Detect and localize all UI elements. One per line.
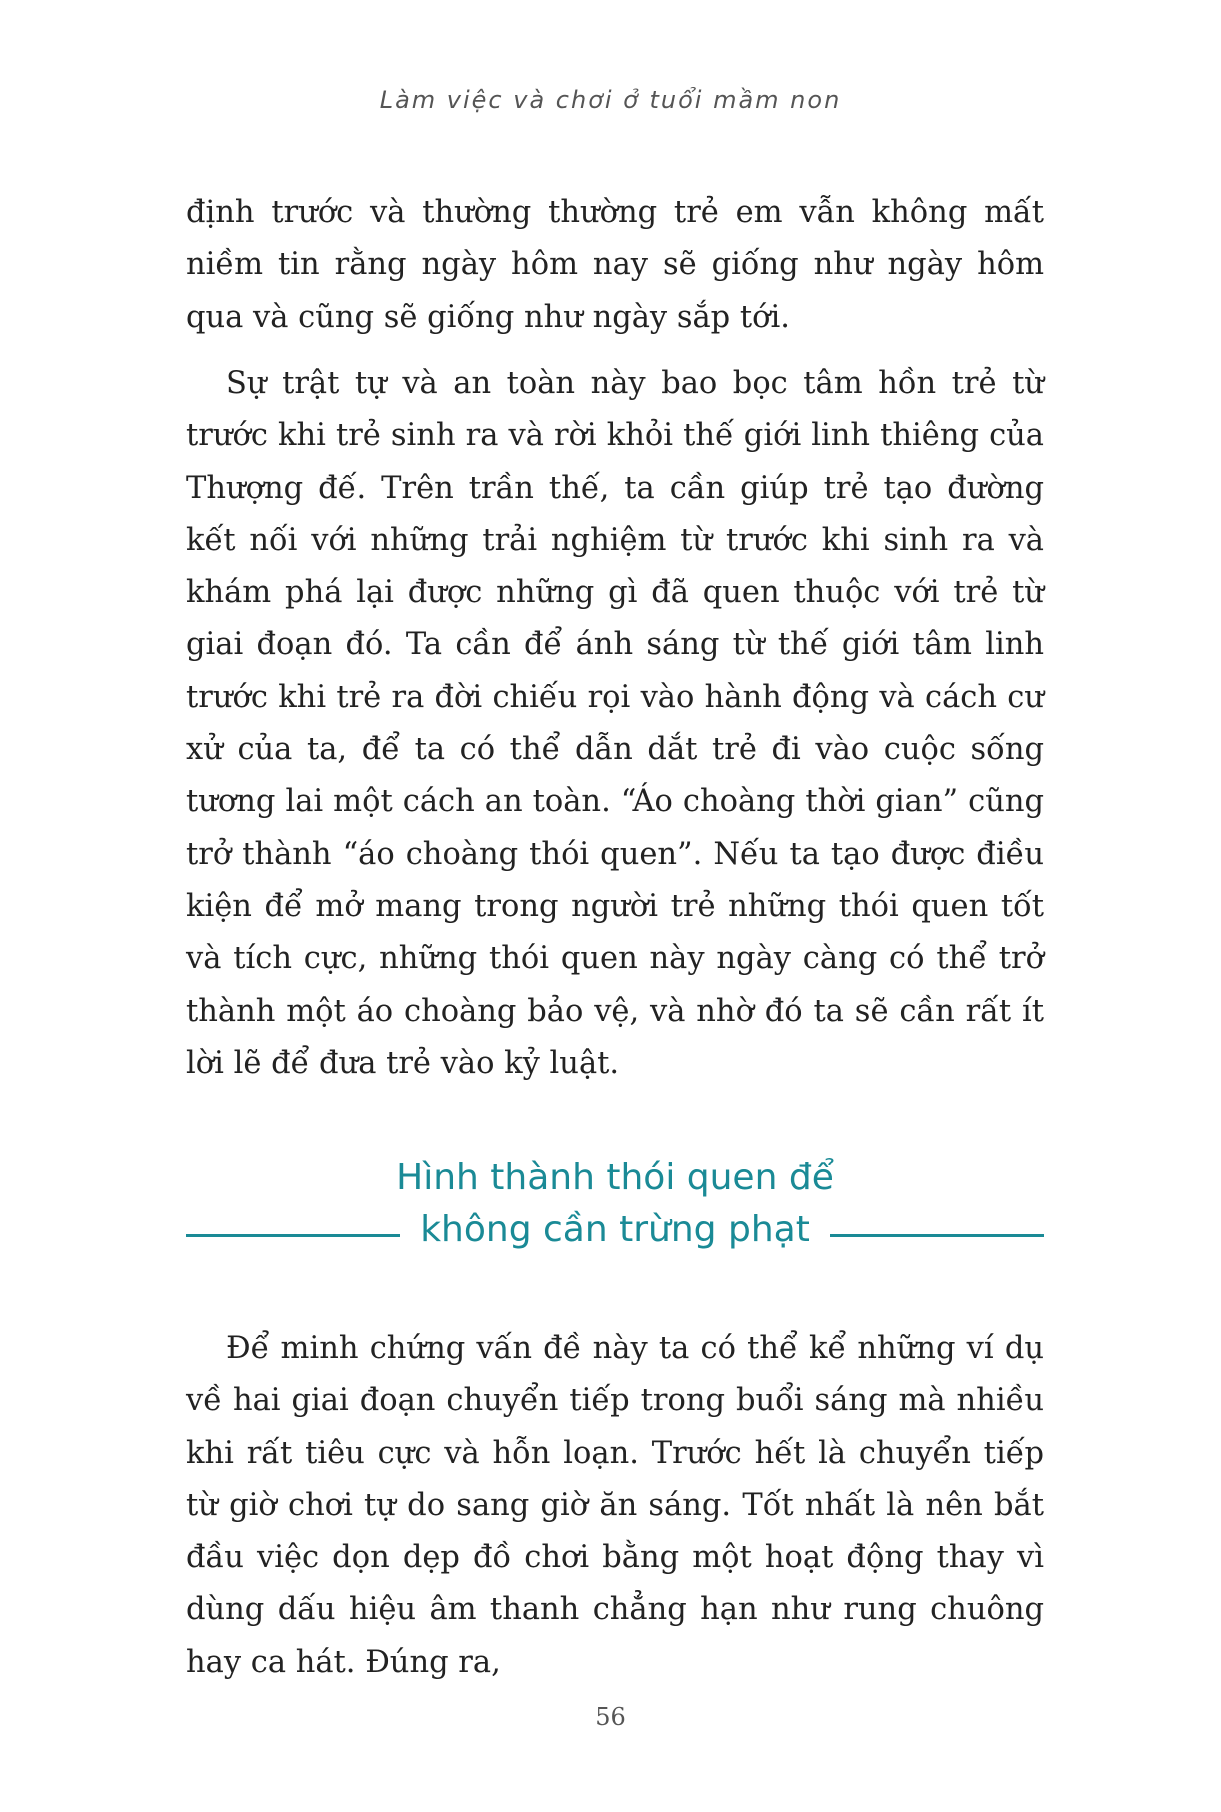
section-heading-line-1: Hình thành thói quen để <box>396 1157 834 1198</box>
heading-rule-left <box>186 1234 400 1237</box>
body-paragraph: Để minh chứng vấn đề này ta có thể kể những ví dụ về hai giai đoạn chuyển tiếp trong buổi sáng mà nhiều khi rất tiêu cực và hỗn loạn. Trước hết là chuyển tiếp từ giờ chơi tự do sang giờ ăn sáng. Tốt nhất là nên bắt đầu việc dọn dẹp đồ chơi bằng một hoạt động thay vì dùng dấu hiệu âm thanh chẳng hạn như rung chuông hay ca hát. Đúng ra, <box>186 1331 1044 1680</box>
page-number: 56 <box>595 1703 626 1731</box>
section-heading <box>186 1152 1044 1256</box>
body-paragraph: Sự trật tự và an toàn này bao bọc tâm hồn trẻ từ trước khi trẻ sinh ra và rời khỏi thế giới linh thiêng của Thượng đế. Trên trần thế, ta cần giúp trẻ tạo đường kết nối với những trải nghiệm từ trước khi sinh ra và khám phá lại được những gì đã quen thuộc với trẻ từ giai đoạn đó. Ta cần để ánh sáng từ thế giới tâm linh trước khi trẻ ra đời chiếu rọi vào hành động và cách cư xử của ta, để ta có thể dẫn dắt trẻ đi vào cuộc sống tương lai một cách an toàn. “Áo choàng thời gian” cũng trở thành “áo choàng thói quen”. Nếu ta tạo được điều kiện để mở mang trong người trẻ những thói quen tốt và tích cực, những thói quen này ngày càng có thể trở thành một áo choàng bảo vệ, và nhờ đó ta sẽ cần rất ít lời lẽ để đưa trẻ vào kỷ luật. <box>186 366 1044 1081</box>
section-heading-line-2: không cần trừng phạt <box>420 1209 810 1250</box>
running-header: Làm việc và chơi ở tuổi mầm non <box>379 86 842 114</box>
body-paragraph-continued: định trước và thường thường trẻ em vẫn không mất niềm tin rằng ngày hôm nay sẽ giống như ngày hôm qua và cũng sẽ giống như ngày sắp tới. <box>186 195 1044 335</box>
section-heading-row <box>186 1204 1044 1256</box>
heading-rule-right <box>830 1234 1044 1237</box>
